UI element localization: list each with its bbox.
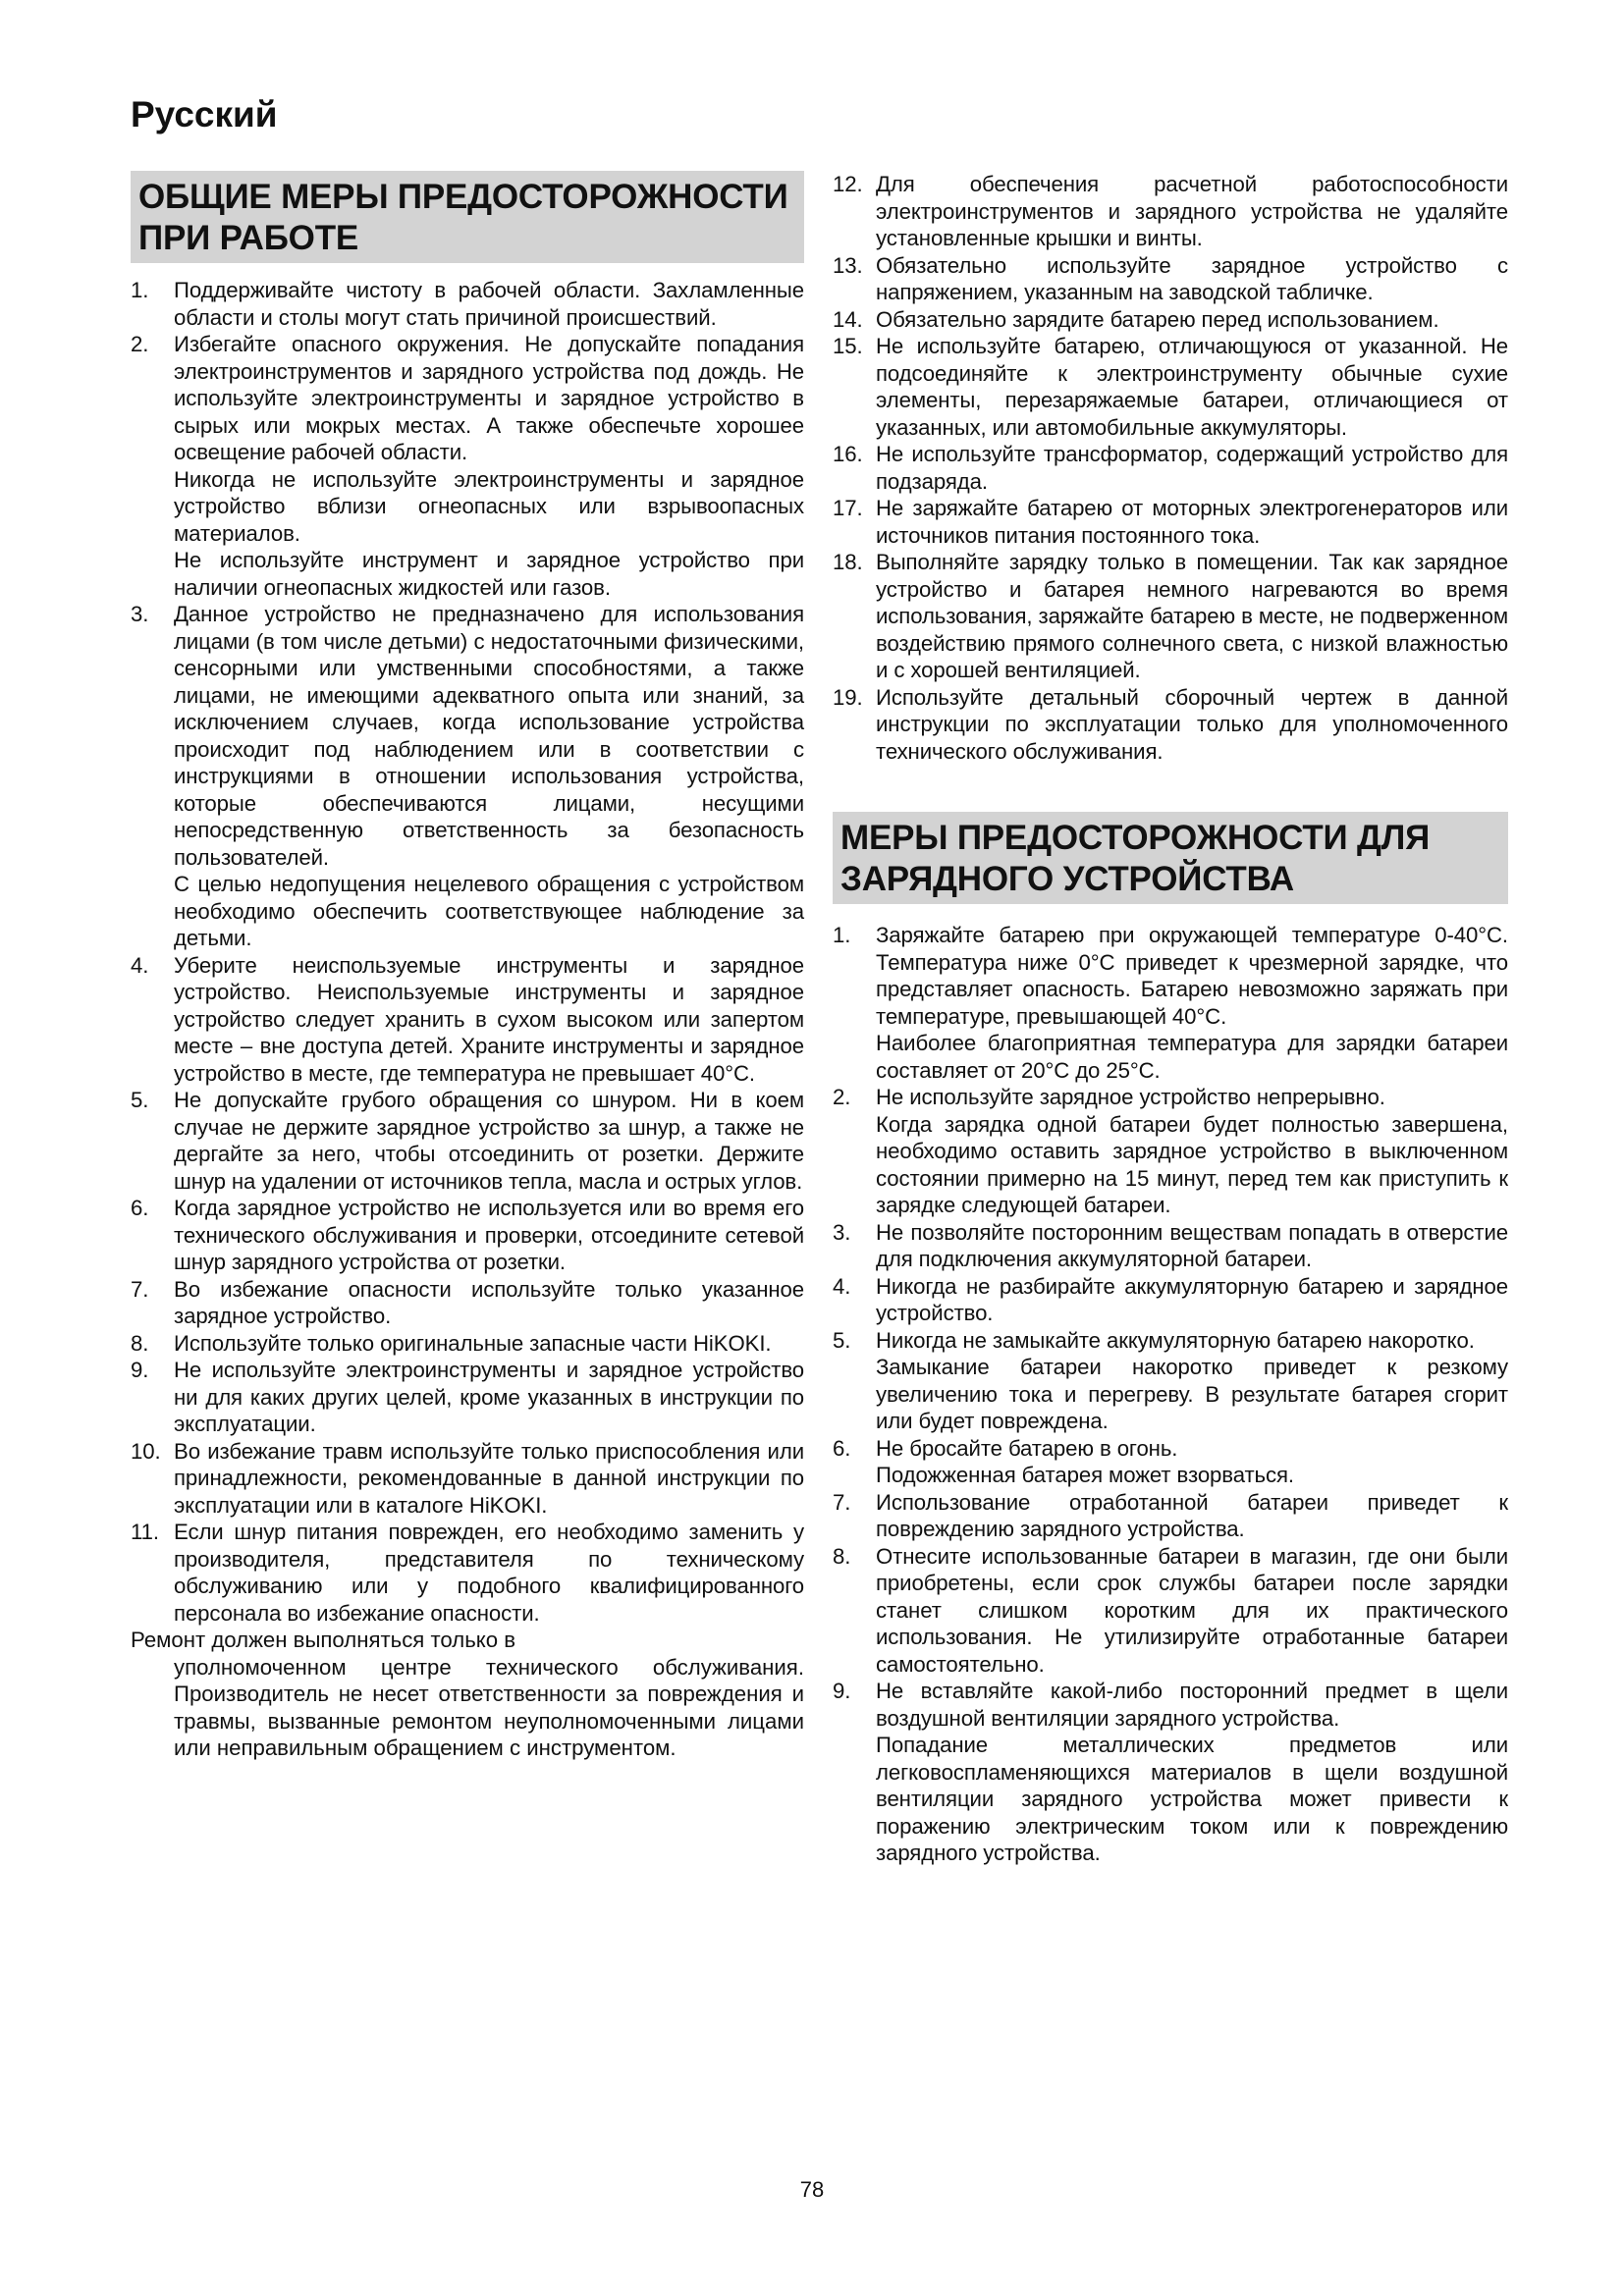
list-item xyxy=(833,1543,1508,1679)
item-paragraph: Замыкание батареи накоротко приведет к резкому увеличению тока и перегреву. В результате батарея сгорит или будет повреждена. xyxy=(876,1355,1508,1433)
item-number: 4. xyxy=(131,952,149,978)
list-item xyxy=(833,1489,1508,1543)
item-number: 2. xyxy=(833,1085,851,1109)
item-number: 5. xyxy=(833,1327,851,1353)
charger-precautions-list xyxy=(833,922,1508,1867)
item-number: 16. xyxy=(833,442,863,466)
general-precautions-heading: ОБЩИЕ МЕРЫ ПРЕДОСТОРОЖНОСТИ ПРИ РАБОТЕ xyxy=(131,171,804,263)
item-number: 11. xyxy=(131,1520,159,1544)
item-paragraph: С целью недопущения нецелевого обращения с устройством необходимо обеспечить соответствующее наблюдение за детьми. xyxy=(174,872,804,950)
item-paragraph: Для обеспечения расчетной работоспособности электроинструментов и зарядного устройства не удаляйте установленные крышки и винты. xyxy=(876,172,1508,250)
repair-note-text: уполномоченном центре технического обслуживания. Производитель не несет ответственности за повреждения и травмы, вызванные ремонтом неуполномоченными лицами или неправильным обращением с инструментом. xyxy=(174,1654,804,1760)
item-paragraph: Если шнур питания поврежден, его необходимо заменить у производителя, представителя по техническому обслуживанию или у подобного квалифицированного персонала во избежание опасности. xyxy=(174,1520,804,1626)
item-number: 15. xyxy=(833,334,863,358)
item-paragraph: Используйте детальный сборочный чертеж в данной инструкции по эксплуатации только для уполномоченного технического обслуживания. xyxy=(876,684,1508,764)
item-paragraph: Попадание металлических предметов или легковоспламеняющихся материалов в щели воздушной вентиляции зарядного устройства может привести к поражению электрическим током или к повреждению зарядного устройства. xyxy=(876,1733,1508,1865)
item-paragraph: Когда зарядное устройство не используется или во время его технического обслуживания и проверки, отсоедините сетевой шнур зарядного устройства от розетки. xyxy=(174,1196,804,1274)
item-number: 19. xyxy=(833,684,863,710)
item-paragraph: Во избежание травм используйте только приспособления или принадлежности, рекомендованные в данной инструкции по эксплуатации или в каталоге HiKOKI. xyxy=(174,1438,804,1518)
item-paragraph: Наиболее благоприятная температура для зарядки батареи составляет от 20°С до 25°С. xyxy=(876,1031,1508,1083)
item-number: 7. xyxy=(833,1489,851,1515)
item-paragraph: Не используйте зарядное устройство непрерывно. xyxy=(876,1085,1385,1109)
list-item xyxy=(131,277,804,331)
list-item xyxy=(131,1195,804,1276)
item-number: 8. xyxy=(131,1330,149,1356)
list-item xyxy=(131,601,804,952)
list-item xyxy=(833,1273,1508,1327)
item-paragraph: Уберите неиспользуемые инструменты и зарядное устройство. Неиспользуемые инструменты и зарядное устройство следует хранить в сухом высоком или запертом месте – вне доступа детей. Храните инструменты и зарядное устройство в месте, где температура не превышает 40°С. xyxy=(174,952,804,1086)
item-number: 1. xyxy=(131,278,149,302)
language-label: Русский xyxy=(131,94,278,134)
list-item xyxy=(131,1519,804,1627)
item-number: 4. xyxy=(833,1273,851,1299)
item-paragraph: Во избежание опасности используйте только указанное зарядное устройство. xyxy=(174,1276,804,1328)
item-paragraph: Не допускайте грубого обращения со шнуром. Ни в коем случае не держите зарядное устройство за шнур, а также не дергайте за него, чтобы отсоединить от розетки. Держите шнур на удалении от источников тепла, масла и острых углов. xyxy=(174,1088,804,1194)
item-number: 9. xyxy=(131,1358,149,1382)
item-paragraph: Выполняйте зарядку только в помещении. Так как зарядное устройство и батарея немного нагреваются во время использования, заряжайте батарею в месте, не подверженном воздействию прямого солнечного света, с низкой влажностью и с хорошей вентиляцией. xyxy=(876,550,1508,682)
item-paragraph: Никогда не используйте электроинструменты и зарядное устройство вблизи огнеопасных или взрывоопасных материалов. xyxy=(174,466,804,546)
item-number: 18. xyxy=(833,550,863,574)
right-column xyxy=(833,171,1508,1867)
item-paragraph: Не используйте инструмент и зарядное устройство при наличии огнеопасных жидкостей или газов. xyxy=(174,548,804,600)
list-item xyxy=(833,684,1508,766)
item-paragraph: Не вставляйте какой-либо посторонний предмет в щели воздушной вентиляции зарядного устройства. xyxy=(876,1679,1508,1731)
page-number: 78 xyxy=(799,2177,825,2202)
general-precautions-list-continued xyxy=(833,171,1508,765)
list-item xyxy=(833,549,1508,684)
list-item xyxy=(131,331,804,601)
item-paragraph: Не позволяйте посторонним веществам попадать в отверстие для подключения аккумуляторной батареи. xyxy=(876,1219,1508,1271)
item-paragraph: Подожженная батарея может взорваться. xyxy=(876,1463,1294,1487)
list-item xyxy=(833,1435,1508,1489)
item-paragraph: Не используйте батарею, отличающуюся от указанной. Не подсоединяйте к электроинструменту обычные сухие элементы, перезаряжаемые батареи, отличающиеся от указанных, или автомобильные аккумуляторы. xyxy=(876,334,1508,440)
repair-note-first-line: Ремонт должен выполняться только в xyxy=(131,1628,516,1652)
item-number: 8. xyxy=(833,1543,851,1569)
list-item xyxy=(131,1330,804,1358)
item-paragraph: Когда зарядка одной батареи будет полностью завершена, необходимо оставить зарядное устройство в выключенном состоянии примерно на 15 минут, перед тем как приступить к зарядке следующей батареи. xyxy=(876,1111,1508,1217)
left-column xyxy=(131,171,804,1762)
item-paragraph: Заряжайте батарею при окружающей температуре 0-40°С. Температура ниже 0°С приведет к чрезмерной зарядке, что представляет опасность. Батарею невозможно заряжать при температуре, превышающей 40°С. xyxy=(876,923,1508,1029)
list-item xyxy=(833,252,1508,306)
item-paragraph: Не заряжайте батарею от моторных электрогенераторов или источников питания постоянного тока. xyxy=(876,496,1508,548)
list-item xyxy=(833,495,1508,549)
list-item xyxy=(131,1438,804,1520)
item-paragraph: Данное устройство не предназначено для использования лицами (в том числе детьми) с недостаточными физическими, сенсорными или умственными способностями, а также лицами, не имеющими адекватного опыта или знаний, за исключением случаев, когда использование устройства происходит под наблюдением или в соответствии с инструкциями в отношении использования устройства, которые обеспечиваются лицами, несущими непосредственную ответственность за безопасность пользователей. xyxy=(174,602,804,870)
item-number: 5. xyxy=(131,1088,149,1112)
item-number: 3. xyxy=(131,602,149,626)
item-paragraph: Не бросайте батарею в огонь. xyxy=(876,1435,1178,1461)
item-paragraph: Не используйте трансформатор, содержащий устройство для подзаряда. xyxy=(876,442,1508,494)
list-item xyxy=(833,922,1508,1084)
list-item xyxy=(833,306,1508,334)
item-paragraph: Обязательно зарядите батарею перед использованием. xyxy=(876,306,1439,332)
list-item xyxy=(833,1678,1508,1867)
item-number: 3. xyxy=(833,1219,851,1245)
item-number: 17. xyxy=(833,496,863,520)
item-paragraph: Не используйте электроинструменты и зарядное устройство ни для каких других целей, кроме указанных в инструкции по эксплуатации. xyxy=(174,1358,804,1436)
item-number: 7. xyxy=(131,1276,149,1302)
list-item xyxy=(833,441,1508,495)
list-item xyxy=(833,333,1508,441)
list-item xyxy=(131,952,804,1088)
list-item xyxy=(131,1276,804,1330)
item-paragraph: Обязательно используйте зарядное устройство с напряжением, указанным на заводской табличке. xyxy=(876,252,1508,304)
list-item xyxy=(833,171,1508,252)
list-item xyxy=(833,1084,1508,1219)
list-item xyxy=(131,1087,804,1195)
repair-note xyxy=(131,1627,804,1762)
item-paragraph: Использование отработанной батареи приведет к повреждению зарядного устройства. xyxy=(876,1489,1508,1541)
item-number: 12. xyxy=(833,172,863,196)
item-paragraph: Никогда не разбирайте аккумуляторную батарею и зарядное устройство. xyxy=(876,1273,1508,1325)
charger-precautions-heading: МЕРЫ ПРЕДОСТОРОЖНОСТИ ДЛЯ ЗАРЯДНОГО УСТРОЙСТВА xyxy=(833,812,1508,904)
item-paragraph: Никогда не замыкайте аккумуляторную батарею накоротко. xyxy=(876,1327,1475,1353)
item-number: 2. xyxy=(131,332,149,356)
item-number: 9. xyxy=(833,1679,851,1703)
item-number: 14. xyxy=(833,306,863,332)
general-precautions-list xyxy=(131,277,804,1627)
item-number: 6. xyxy=(131,1196,149,1220)
item-paragraph: Поддерживайте чистоту в рабочей области. Захламленные области и столы могут стать причиной происшествий. xyxy=(174,278,804,330)
list-item xyxy=(131,1357,804,1438)
item-number: 10. xyxy=(131,1438,161,1464)
list-item xyxy=(833,1219,1508,1273)
list-item xyxy=(833,1327,1508,1435)
item-number: 1. xyxy=(833,923,851,947)
item-paragraph: Избегайте опасного окружения. Не допускайте попадания электроинструментов и зарядного устройства под дождь. Не используйте электроинструменты и зарядное устройство в сырых или мокрых местах. А также обеспечьте хорошее освещение рабочей области. xyxy=(174,332,804,464)
item-number: 13. xyxy=(833,252,863,278)
item-paragraph: Используйте только оригинальные запасные части HiKOKI. xyxy=(174,1330,772,1356)
item-number: 6. xyxy=(833,1435,851,1461)
item-paragraph: Отнесите использованные батареи в магазин, где они были приобретены, если срок службы батареи после зарядки станет слишком коротким для их практического использования. Не утилизируйте отработанные батареи самостоятельно. xyxy=(876,1543,1508,1677)
